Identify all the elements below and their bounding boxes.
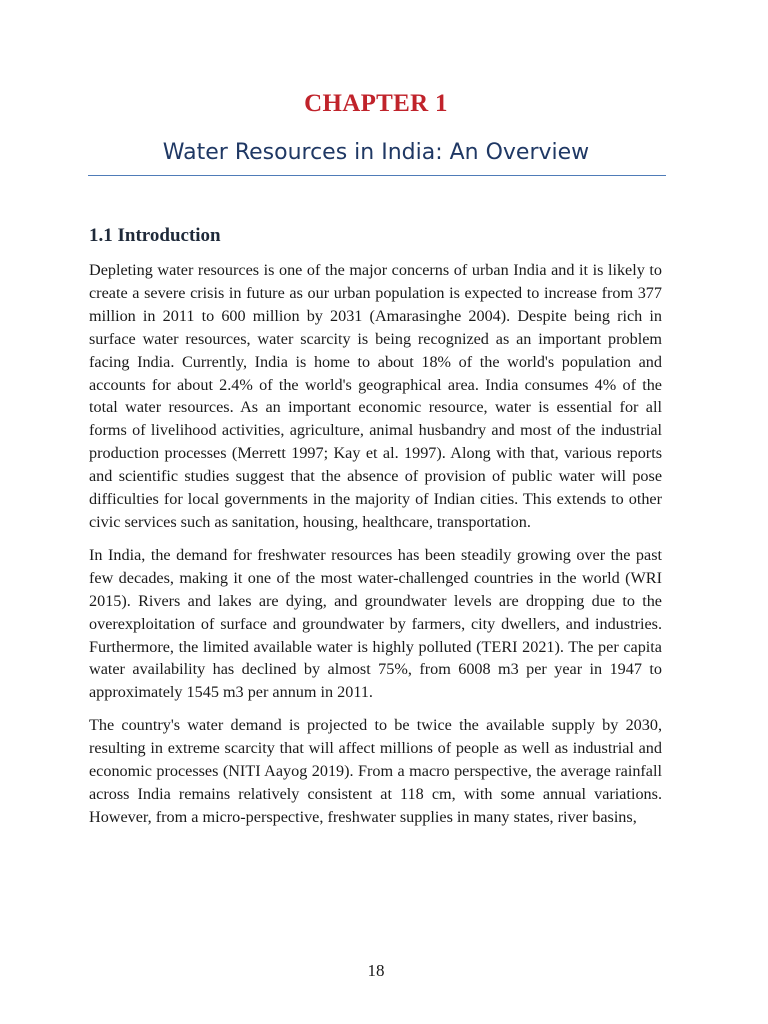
chapter-title: Water Resources in India: An Overview bbox=[162, 140, 590, 165]
paragraph: The country's water demand is projected to be twice the available supply by 2030, resulting in extreme scarcity that will affect millions of people as well as industrial and economic processes (NITI Aayog 2019). From a macro perspective, the average rainfall across India remains relatively consistent at 118 cm, with some annual variations. However, from a micro-perspective, freshwater supplies in many states, river basins, bbox=[89, 716, 662, 826]
chapter-label: CHAPTER 1 bbox=[304, 90, 448, 117]
paragraph: Depleting water resources is one of the major concerns of urban India and it is likely to create a severe crisis in future as our urban population is expected to increase from 377 million in 2011 to 600 million by 2031 (Amarasinghe 2004). Despite being rich in surface water resources, water scarcity is being recognized as an important problem facing India. Currently, India is home to about 18% of the world's population and accounts for about 2.4% of the world's geographical area. India consumes 4% of the total water resources. As an important economic resource, water is essential for all forms of livelihood activities, agriculture, animal husbandry and most of the industrial production processes (Merrett 1997; Kay et al. 1997). Along with that, various reports and scientific studies suggest that the absence of provision of public water will pose difficulties for local governments in the majority of Indian cities. This extends to other civic services such as sanitation, housing, healthcare, transportation. bbox=[89, 261, 662, 531]
body-text bbox=[89, 259, 662, 839]
title-divider bbox=[88, 175, 666, 176]
paragraph: In India, the demand for freshwater resources has been steadily growing over the past few decades, making it one of the most water-challenged countries in the world (WRI 2015). Rivers and lakes are dying, and groundwater levels are dropping due to the overexploitation of surface and groundwater by farmers, city dwellers, and industries. Furthermore, the limited available water is highly polluted (TERI 2021). The per capita water availability has declined by almost 75%, from 6008 m3 per year in 1947 to approximately 1545 m3 per annum in 2011. bbox=[89, 545, 662, 702]
page-number: 18 bbox=[367, 961, 385, 980]
section-heading: 1.1 Introduction bbox=[89, 225, 221, 246]
